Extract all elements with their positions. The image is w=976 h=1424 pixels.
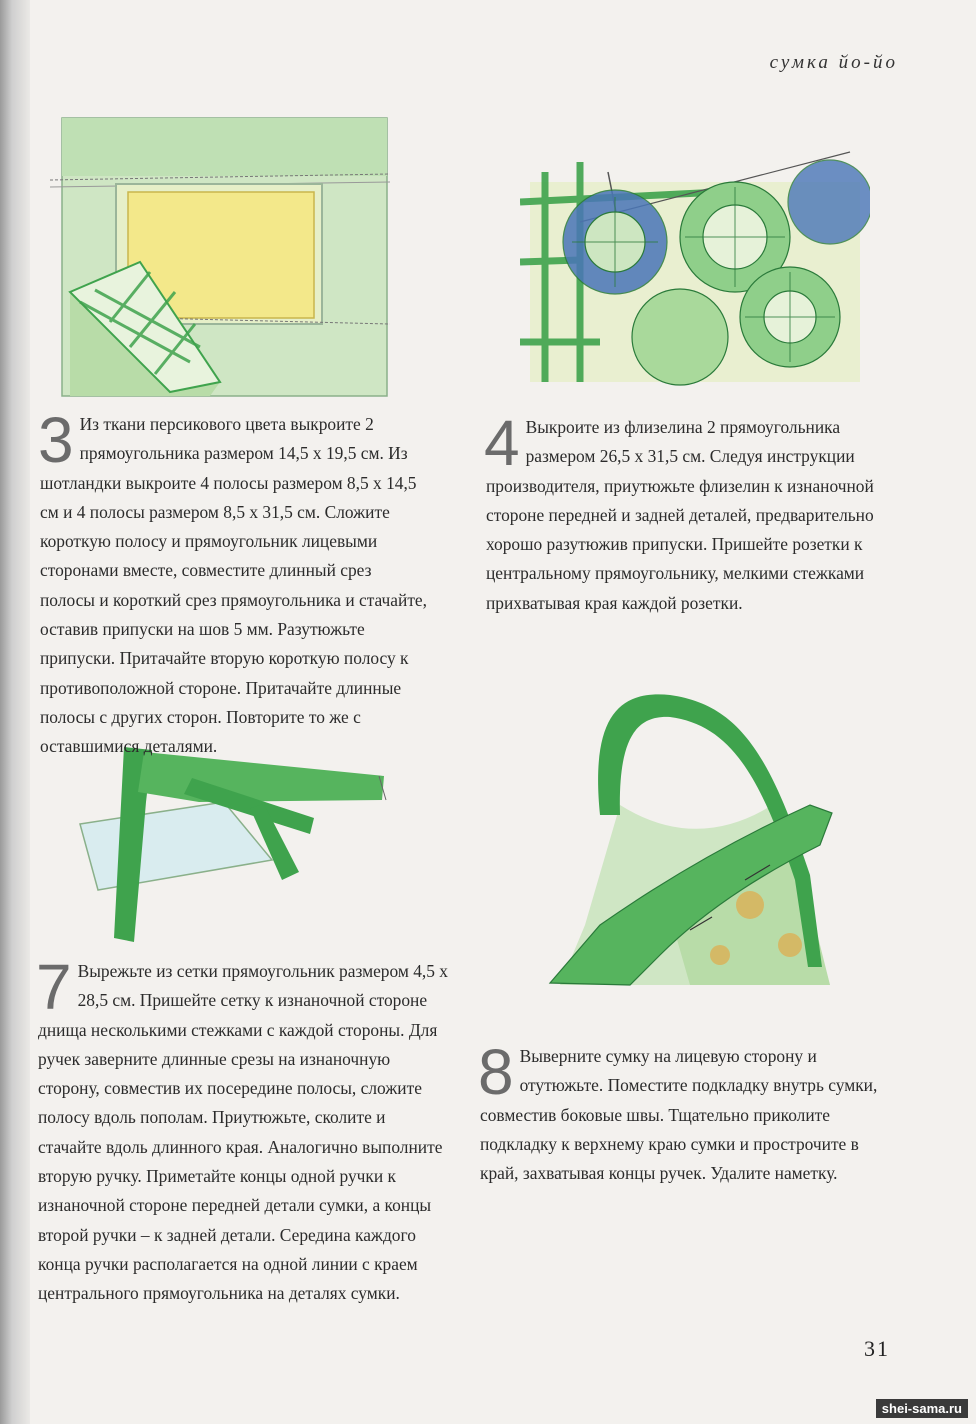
step-3-number: 3 (38, 404, 74, 476)
step-8 (478, 1036, 895, 1188)
watermark: shei-sama.ru (876, 1399, 968, 1418)
step-7 (36, 951, 450, 1309)
step-4-number: 4 (484, 407, 520, 479)
illustration-step-4 (520, 142, 870, 392)
step-3-text: Из ткани персикового цвета выкроите 2 прямоугольника размером 14,5 х 19,5 см. Из шотландки выкроите 4 полосы размером 8,5 х 14,5 см и 4 полосы размером 8,5 х 31,5 см. Сложите короткую полосу и прямоугольник лицевыми сторонами вместе, совместите длинный срез полосы и короткий срез прямоугольника и стачайте, оставив припуски на шов 5 мм. Разутюжьте припуски. Притачайте вторую короткую полосу к противоположной стороне. Притачайте длинные полосы с других сторон. Повторите то же с оставшимися деталями. (40, 414, 427, 757)
illustration-step-3 (50, 112, 400, 402)
step-7-number: 7 (36, 951, 72, 1023)
step-4-text: Выкроите из флизелина 2 прямоугольника размером 26,5 х 31,5 см. Следуя инструкции производителя, приутюжьте флизелин к изнаночной стороне передней и задней деталей, предварительно хорошо разутюжив припуски. Пришейте розетки к центральному прямоугольнику, мелкими стежками прихватывая края каждой розетки. (486, 417, 874, 613)
step-8-number: 8 (478, 1036, 514, 1108)
page-number: 31 (864, 1336, 890, 1361)
step-8-text: Выверните сумку на лицевую сторону и отутюжьте. Поместите подкладку внутрь сумки, совместив боковые швы. Тщательно приколите подкладку к верхнему краю сумки и прострочите в край, захватывая концы ручек. Удалите наметку. (480, 1046, 878, 1184)
step-4 (484, 407, 898, 618)
page-gutter-shadow (0, 0, 30, 1424)
running-title: сумка йо-йо (769, 52, 898, 73)
illustration-step-8 (540, 685, 875, 1005)
step-3 (38, 404, 428, 762)
step-7-text: Вырежьте из сетки прямоугольник размером 4,5 х 28,5 см. Пришейте сетку к изнаночной стороне днища несколькими стежками с каждой стороны. Для ручек заверните длинные срезы на изнаночную сторону, совместив их посередине полосы, сложите полосу вдоль пополам. Приутюжьте, сколите и стачайте вдоль длинного края. Аналогично выполните вторую ручку. Приметайте концы одной ручки к изнаночной стороне передней детали сумки, а концы второй ручки – к задней детали. Середина каждого конца ручки располагается на одной линии с краем центрального прямоугольника на деталях сумки. (38, 961, 448, 1304)
illustration-step-7 (74, 742, 414, 942)
